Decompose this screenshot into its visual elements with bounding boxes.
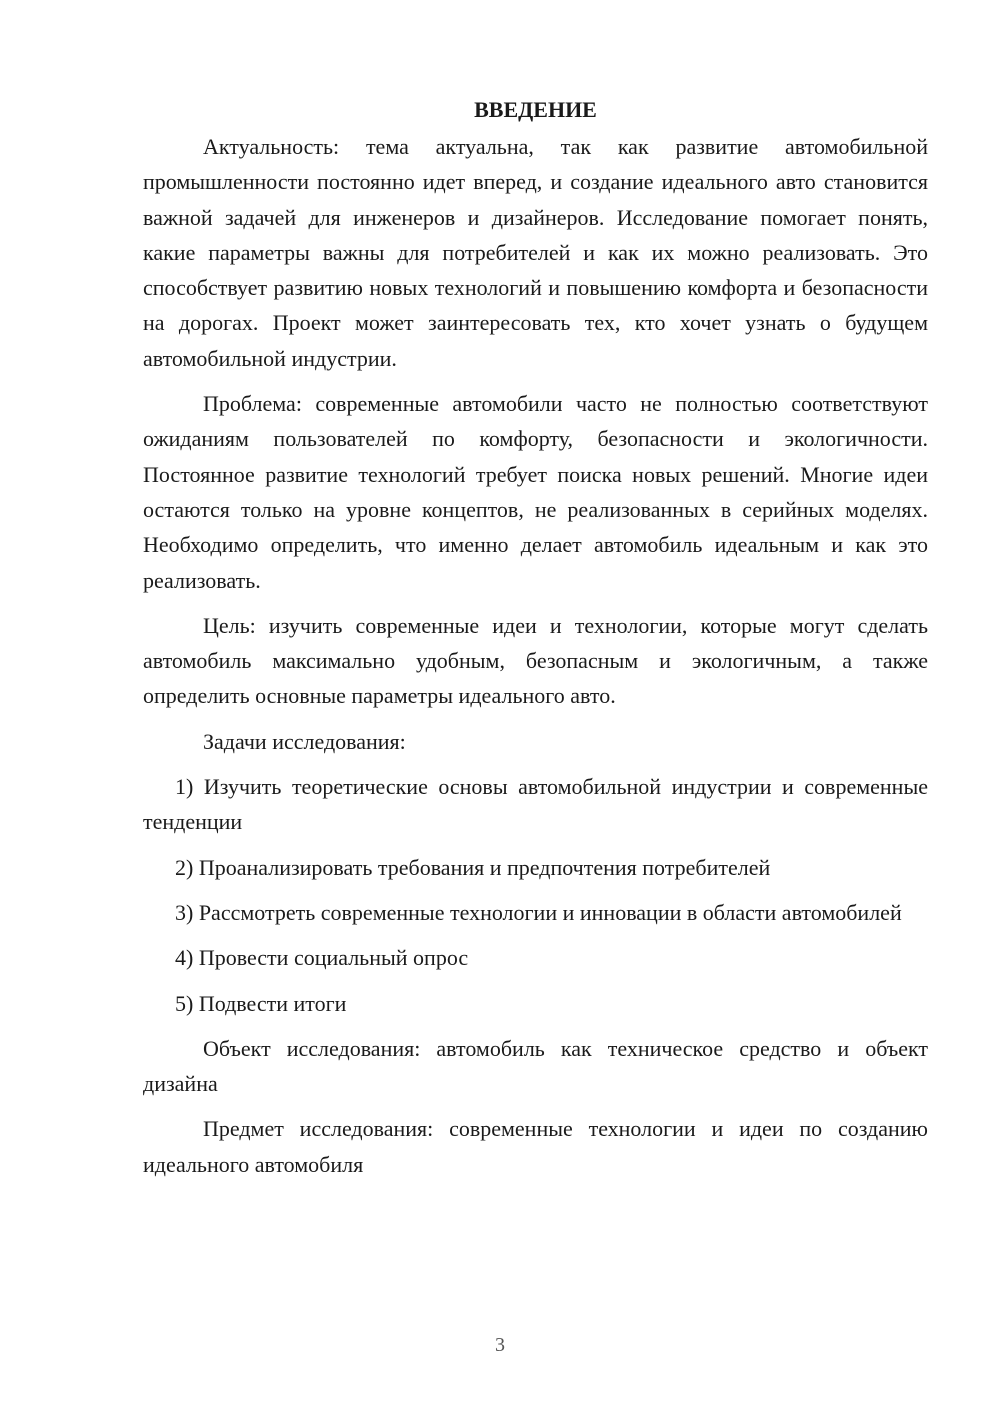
- page-number: 3: [495, 1334, 505, 1356]
- tasks-list: [143, 769, 928, 1021]
- goal-paragraph: Цель: изучить современные идеи и технологии, которые могут сделать автомобиль максимально удобным, безопасным и экологичным, а также определить основные параметры идеального авто.: [143, 612, 928, 709]
- task-item: 1) Изучить теоретические основы автомобильной индустрии и современные тенденции: [143, 774, 928, 835]
- object-paragraph: Объект исследования: автомобиль как техническое средство и объект дизайна: [143, 1035, 928, 1097]
- task-item: 5) Подвести итоги: [175, 990, 347, 1016]
- section-heading: ВВЕДЕНИЕ: [474, 97, 597, 122]
- tasks-heading: Задачи исследования:: [203, 728, 406, 754]
- document-page: [143, 92, 928, 1192]
- problem-paragraph: Проблема: современные автомобили часто не полностью соответствуют ожиданиям пользователей по комфорту, безопасности и экологичности. Постоянное развитие технологий требует поиска новых решений. Многие идеи остаются только на уровне концептов, не реализованных в серийных моделях. Необходимо определить, что именно делает автомобиль идеальным и как это реализовать.: [143, 391, 928, 593]
- task-item: 3) Рассмотреть современные технологии и инновации в области автомобилей: [175, 899, 902, 925]
- subject-paragraph: Предмет исследования: современные технологии и идеи по созданию идеального автомобиля: [143, 1116, 928, 1177]
- relevance-paragraph: Актуальность: тема актуальна, так как развитие автомобильной промышленности постоянно идет вперед, и создание идеального авто становится важной задачей для инженеров и дизайнеров. Исследование помогает понять, какие параметры важны для потребителей и как их можно реализовать. Это способствует развитию новых технологий и повышению комфорта и безопасности на дорогах. Проект может заинтересовать тех, кто хочет узнать о будущем автомобильной индустрии.: [143, 134, 928, 371]
- task-item: 2) Проанализировать требования и предпочтения потребителей: [175, 854, 771, 880]
- task-item: 4) Провести социальный опрос: [175, 945, 469, 971]
